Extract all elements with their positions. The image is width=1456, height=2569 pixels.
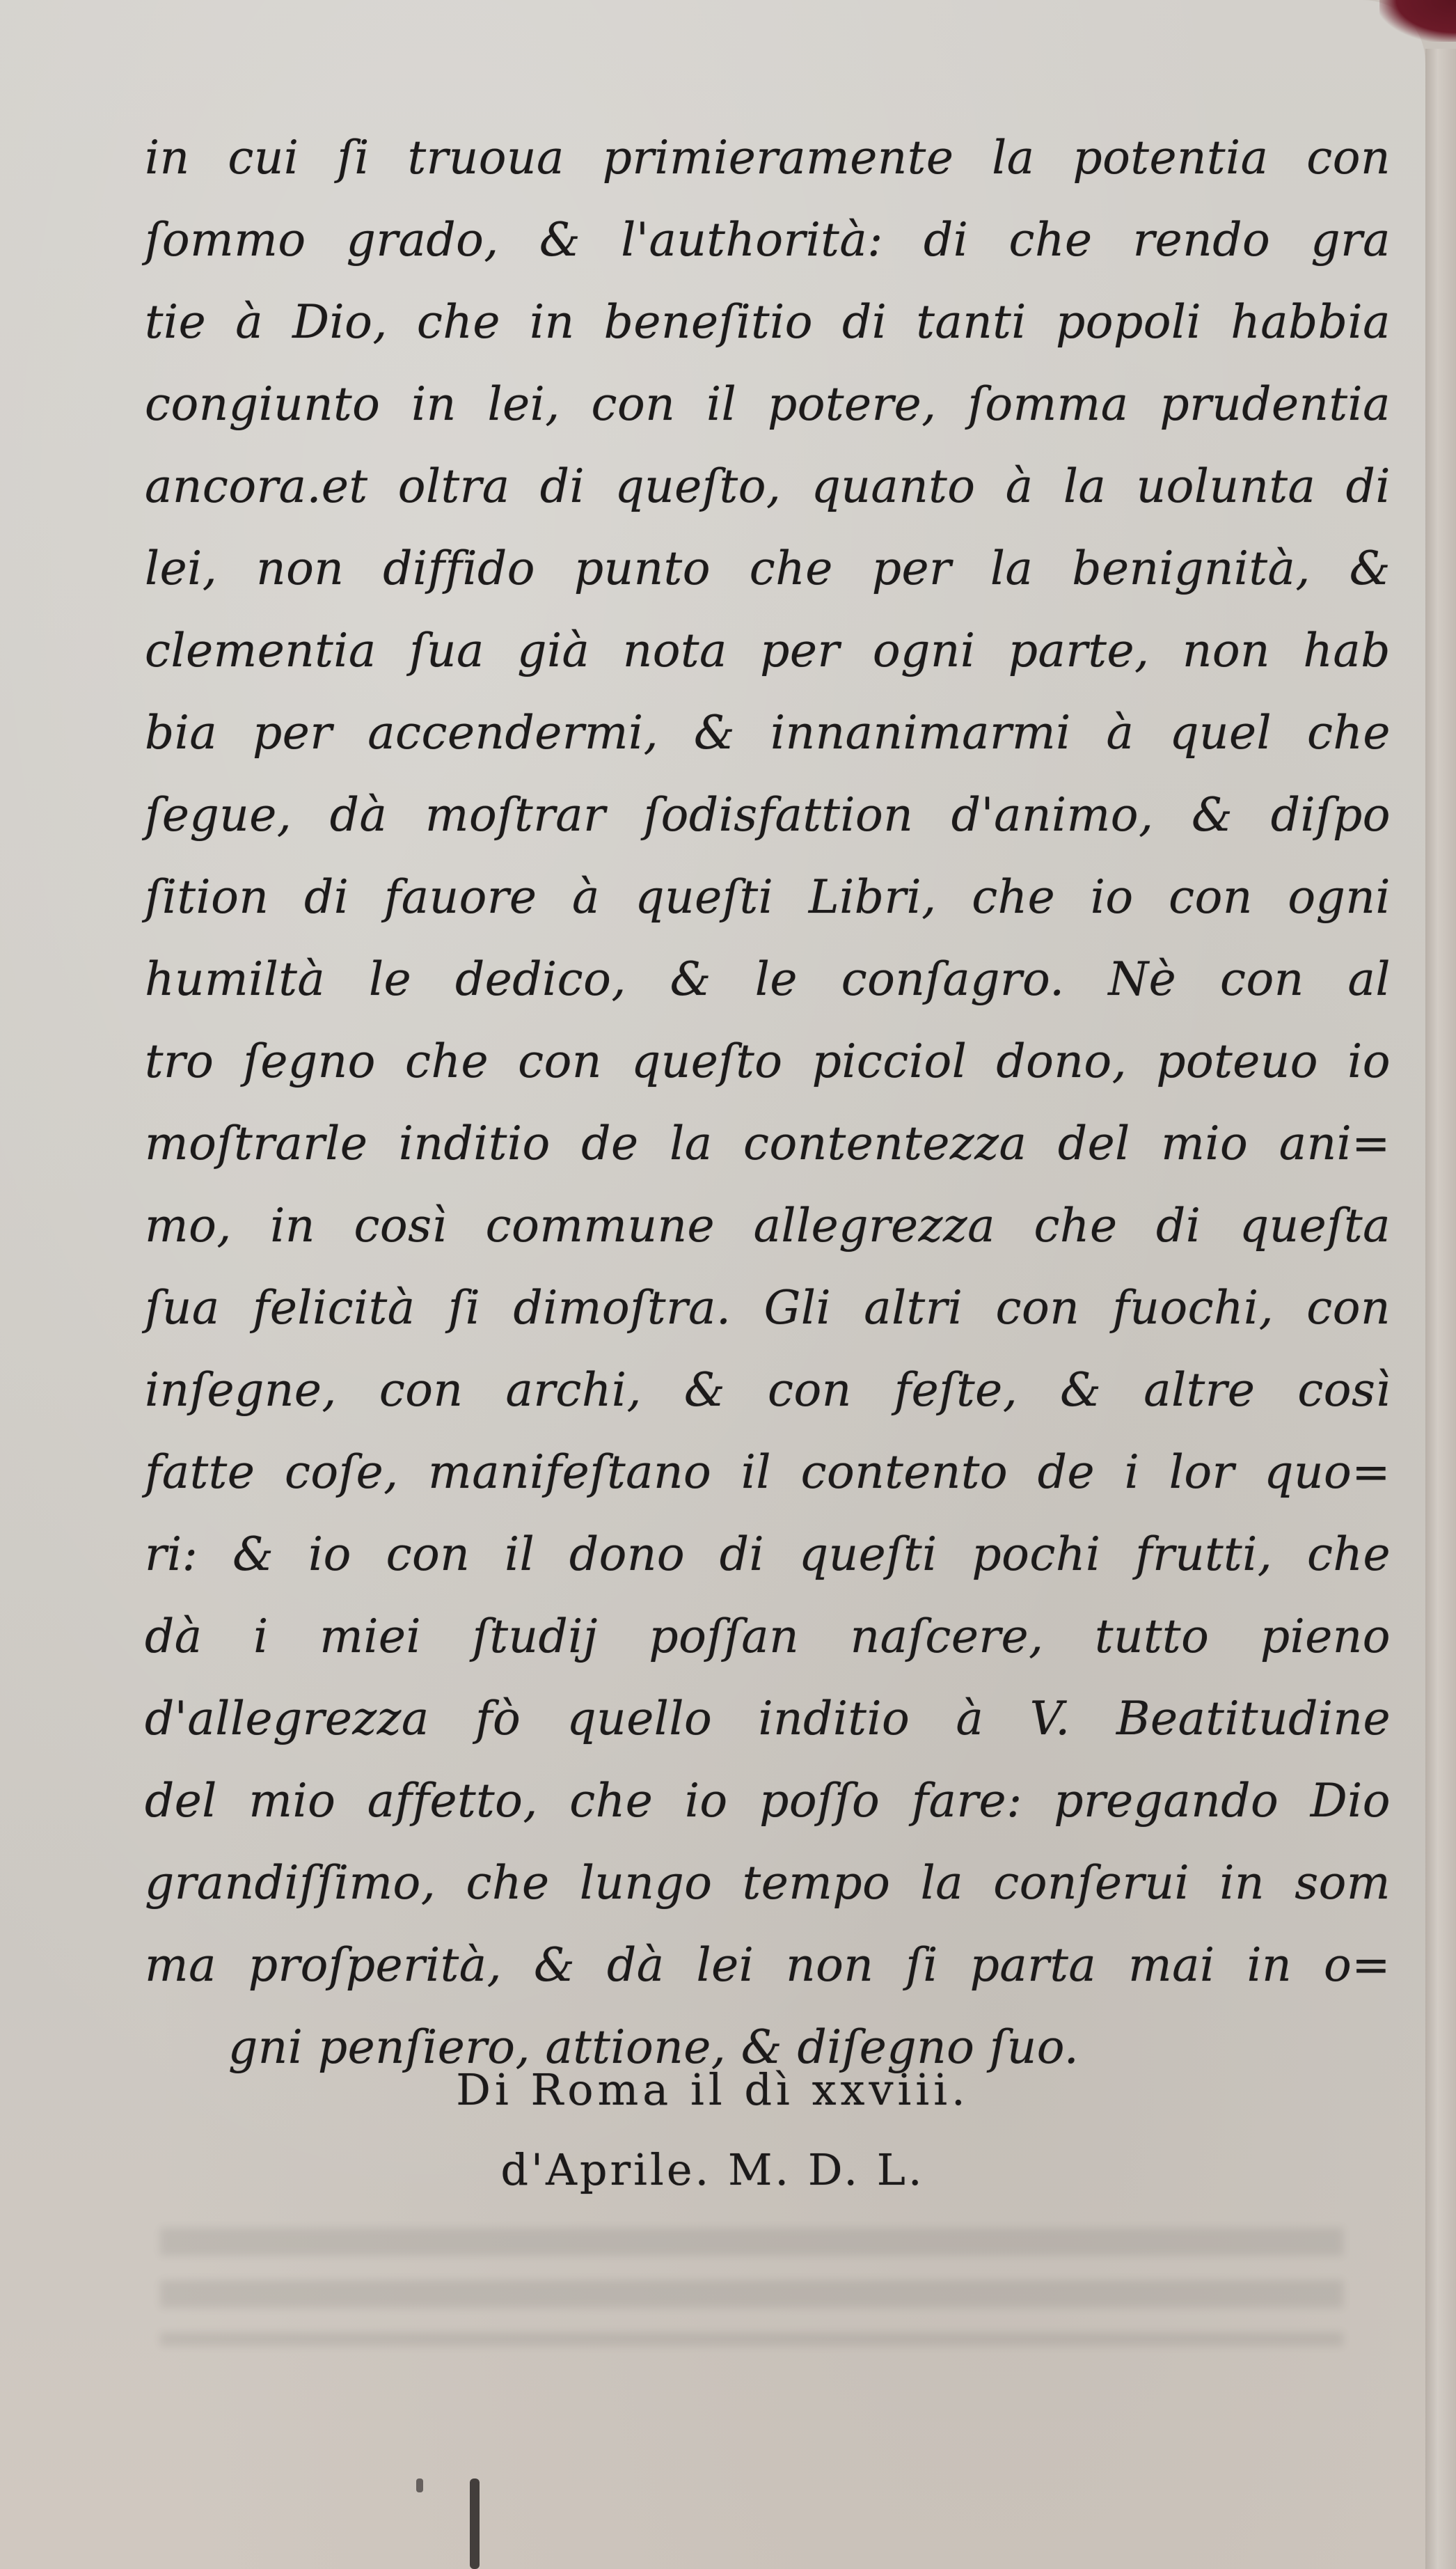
text-line: ma proſperità, & dà lei non ſi parta mai in o= xyxy=(145,1938,1391,1992)
ink-stroke xyxy=(470,2478,480,2569)
text-line: lei, non diffido punto che per la benignità, & xyxy=(145,542,1391,595)
text-line: inſegne, con archi, & con feſte, & altre così xyxy=(145,1363,1391,1417)
text-line: ſition di fauore à queſti Libri, che io con ogni xyxy=(145,870,1391,924)
closing-place-line: Di Roma il dì xxviii. xyxy=(456,2064,970,2115)
text-line: moſtrarle inditio de la contentezza del mio ani= xyxy=(145,1117,1391,1170)
text-line: ſegue, dà moſtrar ſodisfattion d'animo, & diſpo xyxy=(145,788,1391,842)
closing-date-line: d'Aprile. M. D. L. xyxy=(500,2144,925,2195)
text-line: humiltà le dedico, & le conſagro. Nè con al xyxy=(145,952,1391,1006)
text-line: mo, in così commune allegrezza che di queſta xyxy=(145,1199,1391,1252)
text-line: bia per accendermi, & innanimarmi à quel che xyxy=(145,706,1391,760)
text-line: ancora.et oltra di queſto, quanto à la uolunta di xyxy=(145,459,1391,513)
text-line: del mio affetto, che io poſſo fare: pregando Dio xyxy=(145,1774,1391,1828)
dedication-body xyxy=(145,117,1391,2089)
ink-speck xyxy=(416,2478,423,2492)
text-line: clementia ſua già nota per ogni parte, non hab xyxy=(145,624,1391,677)
text-line: d'allegrezza fò quello inditio à V. Beatitudine xyxy=(145,1692,1391,1745)
text-line: congiunto in lei, con il potere, ſomma prudentia xyxy=(145,377,1391,431)
text-line: fatte coſe, manifeſtano il contento de i lor quo= xyxy=(145,1445,1391,1499)
text-line: ſua felicità ſi dimoſtra. Gli altri con fuochi, con xyxy=(145,1281,1391,1335)
binding-corner xyxy=(1379,0,1456,42)
text-line: tro ſegno che con queſto picciol dono, poteuo io xyxy=(145,1035,1391,1088)
text-line: ri: & io con il dono di queſti pochi frutti, che xyxy=(145,1527,1391,1581)
text-line: ſommo grado, & l'authorità: di che rendo gra xyxy=(145,213,1391,267)
text-line: grandiſſimo, che lungo tempo la conſerui in som xyxy=(145,1856,1391,1910)
text-line: dà i miei ſtudij poſſan naſcere, tutto pieno xyxy=(145,1610,1391,1663)
show-through-text xyxy=(160,2228,1343,2346)
text-line: tie à Dio, che in beneſitio di tanti popoli habbia xyxy=(145,295,1391,349)
page-edge xyxy=(1425,49,1456,2569)
text-line: in cui ſi truoua primieramente la potentia con xyxy=(145,131,1391,184)
text-line-final: gni penſiero, attione, & diſegno ſuo. xyxy=(228,2020,1079,2074)
